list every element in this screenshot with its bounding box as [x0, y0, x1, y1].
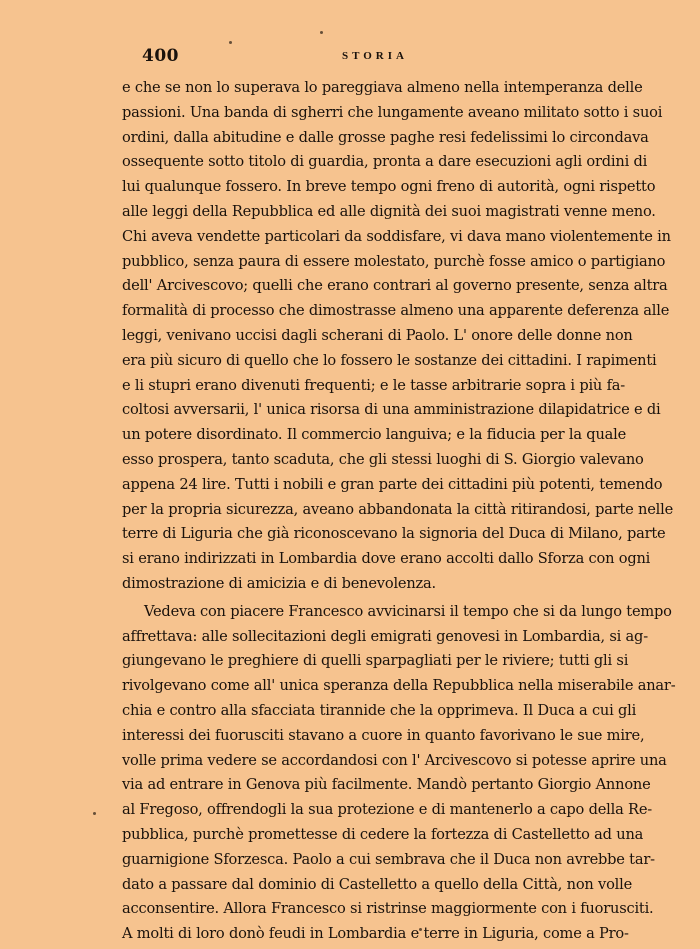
- paragraph-1: [122, 76, 674, 597]
- text-line: dato a passare dal dominio di Castelletto a quello della Città, non volle: [122, 875, 633, 893]
- text-line: formalità di processo che dimostrasse almeno una apparente deferenza alle: [122, 302, 670, 320]
- text-line: lui qualunque fossero. In breve tempo ogni freno di autorità, ogni rispetto: [122, 178, 656, 196]
- text-line: chia e contro alla sfacciata tirannide che la opprimeva. Il Duca a cui gli: [122, 701, 637, 719]
- text-line: alle leggi della Repubblica ed alle dignità dei suoi magistrati venne meno.: [122, 202, 656, 220]
- text-line: appena 24 lire. Tutti i nobili e gran parte dei cittadini più potenti, temendo: [122, 475, 663, 493]
- text-line: dell' Arcivescovo; quelli che erano contrari al governo presente, senza altra: [122, 277, 668, 295]
- text-line: leggi, venivano uccisi dagli scherani di Paolo. L' onore delle donne non: [122, 326, 633, 344]
- paragraph-2: [122, 600, 676, 947]
- text-line: per la propria sicurezza, aveano abbandonata la città ritirandosi, parte nelle: [122, 500, 674, 518]
- running-title: STORIA: [342, 50, 408, 62]
- text-line: al Fregoso, offrendogli la sua protezione e di mantenerlo a capo della Re-: [122, 801, 652, 819]
- text-line: dimostrazione di amicizia e di benevolenza.: [122, 574, 436, 592]
- text-line: pubblica, purchè promettesse di cedere la fortezza di Castelletto ad una: [122, 825, 644, 843]
- text-line: passioni. Una banda di sgherri che lungamente aveano militato sotto i suoi: [122, 103, 663, 121]
- text-line: ordini, dalla abitudine e dalle grosse paghe resi fedelissimi lo circondava: [122, 128, 649, 146]
- ink-speck: [93, 812, 96, 815]
- text-line: pubblico, senza paura di essere molestato, purchè fosse amico o partigiano: [122, 252, 666, 270]
- page-header: [120, 46, 620, 70]
- page-number: 400: [142, 46, 179, 66]
- text-line: interessi dei fuorusciti stavano a cuore in quanto favorivano le sue mire,: [122, 726, 645, 744]
- text-line: via ad entrare in Genova più facilmente. Mandò pertanto Giorgio Annone: [122, 776, 651, 794]
- text-line: un potere disordinato. Il commercio languiva; e la fiducia per la quale: [122, 426, 627, 444]
- text-line: coltosi avversarii, l' unica risorsa di una amministrazione dilapidatrice e di: [122, 401, 661, 419]
- ink-speck: [320, 31, 323, 34]
- text-line: terre di Liguria che già riconoscevano la signoria del Duca di Milano, parte: [122, 525, 666, 543]
- text-line: A molti di loro donò feudi in Lombardia e terre in Liguria, come a Pro-: [122, 925, 629, 943]
- text-line: giungevano le preghiere di quelli sparpagliati per le riviere; tutti gli si: [122, 652, 629, 670]
- text-line: e li stupri erano divenuti frequenti; e le tasse arbitrarie sopra i più fa-: [122, 376, 626, 394]
- body-text: [122, 76, 676, 947]
- ink-speck: [229, 41, 232, 44]
- text-line: affrettava: alle sollecitazioni degli emigrati genovesi in Lombardia, si ag-: [122, 627, 648, 645]
- text-line: era più sicuro di quello che lo fossero le sostanze dei cittadini. I rapimenti: [122, 351, 657, 369]
- text-line: acconsentire. Allora Francesco si ristrinse maggiormente con i fuorusciti.: [122, 900, 654, 918]
- text-line: esso prospera, tanto scaduta, che gli stessi luoghi di S. Giorgio valevano: [122, 450, 644, 468]
- text-line: ossequente sotto titolo di guardia, pronta a dare esecuzioni agli ordini di: [122, 153, 648, 171]
- text-line: si erano indirizzati in Lombardia dove erano accolti dallo Sforza con ogni: [122, 550, 651, 568]
- text-line: guarnigione Sforzesca. Paolo a cui sembrava che il Duca non avrebbe tar-: [122, 850, 655, 868]
- text-line: rivolgevano come all' unica speranza della Repubblica nella miserabile anar-: [122, 677, 676, 695]
- text-line: Vedeva con piacere Francesco avvicinarsi il tempo che si da lungo tempo: [144, 602, 672, 620]
- text-line: Chi aveva vendette particolari da soddisfare, vi dava mano violentemente in: [122, 227, 671, 245]
- text-line: e che se non lo superava lo pareggiava almeno nella intemperanza delle: [122, 79, 643, 96]
- text-line: volle prima vedere se accordandosi con l' Arcivescovo si potesse aprire una: [122, 751, 667, 769]
